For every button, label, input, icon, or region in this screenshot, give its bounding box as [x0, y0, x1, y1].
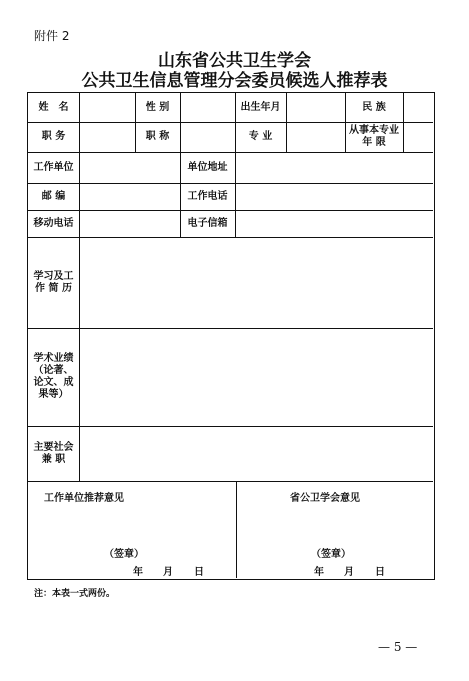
employer-opinion-title: 工作单位推荐意见	[44, 493, 124, 504]
input-address[interactable]	[236, 152, 433, 183]
label-position: 职 务	[41, 131, 66, 142]
input-position[interactable]	[80, 122, 135, 152]
label-title: 职 称	[145, 131, 170, 142]
input-work-phone[interactable]	[236, 183, 433, 210]
title-line-2: 公共卫生信息管理分会委员候选人推荐表	[81, 71, 388, 91]
label-mobile: 移动电话	[33, 217, 74, 229]
input-academic[interactable]	[80, 328, 433, 426]
input-social[interactable]	[80, 426, 433, 481]
label-email: 电子信箱	[187, 217, 228, 229]
society-date	[237, 563, 433, 577]
attachment-label: 附件 2	[34, 29, 70, 43]
label-years: 从事本专业 年 限	[349, 125, 399, 148]
label-ethnicity: 民 族	[362, 101, 386, 113]
day-label: 日	[375, 567, 385, 578]
input-email[interactable]	[236, 210, 433, 237]
input-ethnicity[interactable]	[404, 93, 433, 122]
input-study-work[interactable]	[80, 237, 433, 328]
day-label: 日	[194, 567, 204, 578]
page-number: — 5 —	[378, 640, 418, 654]
label-birth: 出生年月	[240, 101, 281, 113]
input-gender[interactable]	[181, 93, 235, 122]
month-label: 月	[163, 567, 173, 578]
input-title[interactable]	[181, 122, 235, 152]
label-gender: 性 别	[145, 101, 170, 113]
label-social: 主要社会兼 职	[33, 441, 74, 465]
recommendation-form	[27, 92, 435, 580]
input-mobile[interactable]	[80, 210, 180, 237]
employer-seal-label: （签章）	[104, 549, 144, 560]
year-label: 年	[314, 567, 324, 578]
label-academic: 学术业绩（论著、论文、成果等）	[33, 353, 74, 400]
input-birth[interactable]	[287, 93, 345, 122]
label-study-work: 学习及工作 简 历	[33, 270, 74, 294]
society-opinion-title: 省公卫学会意见	[290, 493, 360, 504]
label-major: 专 业	[248, 131, 273, 142]
society-seal-label: （签章）	[311, 549, 351, 560]
footnote: 注：本表一式两份。	[34, 589, 116, 599]
input-postcode[interactable]	[80, 183, 180, 210]
input-name[interactable]	[80, 93, 135, 122]
label-postcode: 邮 编	[41, 190, 66, 202]
label-work-phone: 工作电话	[187, 190, 228, 202]
label-employer: 工作单位	[33, 161, 74, 173]
input-years[interactable]	[404, 122, 433, 152]
year-label: 年	[133, 567, 143, 578]
label-address: 单位地址	[187, 161, 228, 173]
employer-date	[28, 563, 236, 577]
title-line-1: 山东省公共卫生学会	[158, 51, 311, 71]
input-employer[interactable]	[80, 152, 180, 183]
input-major[interactable]	[287, 122, 345, 152]
label-name: 姓 名	[38, 101, 69, 113]
month-label: 月	[344, 567, 354, 578]
